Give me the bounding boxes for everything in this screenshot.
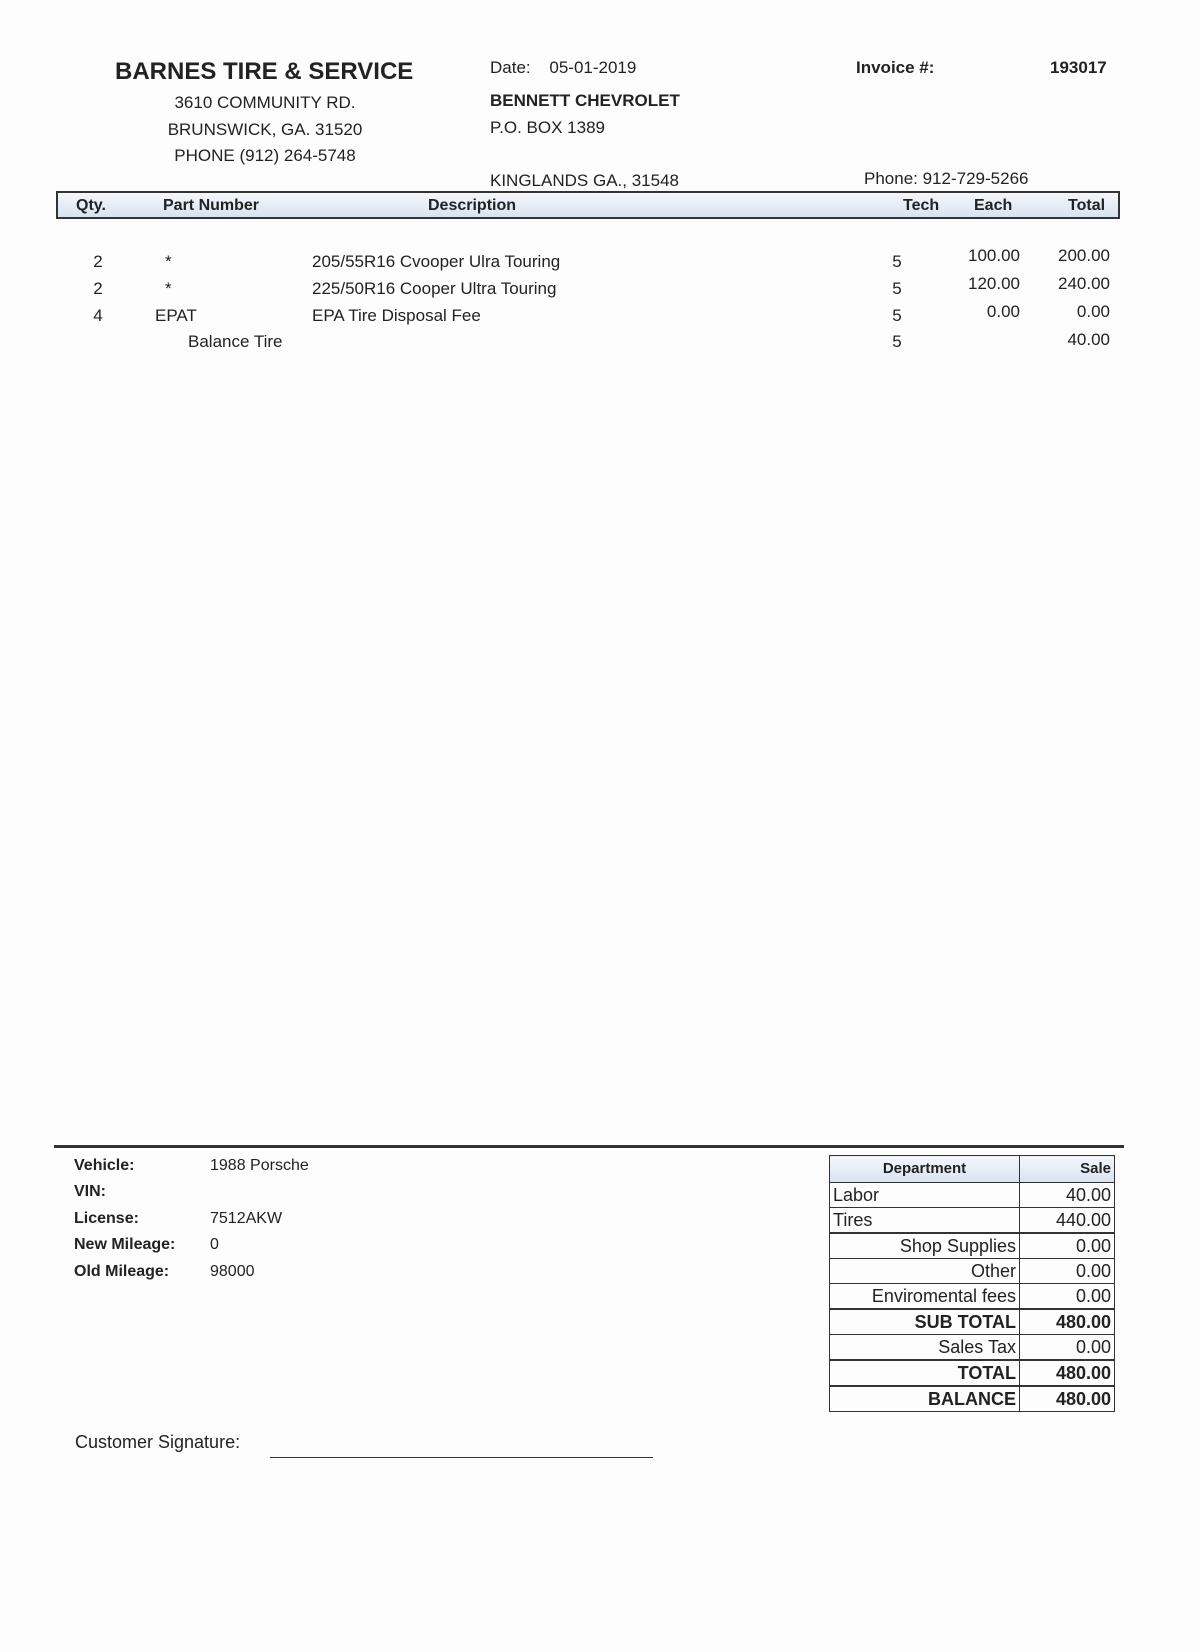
summary-value: 0.00: [1020, 1233, 1115, 1259]
item-description: 225/50R16 Cooper Ultra Touring: [312, 279, 557, 298]
item-part-number: EPAT: [155, 306, 197, 325]
summary-row-labor: [830, 1183, 1115, 1208]
item-description: EPA Tire Disposal Fee: [312, 306, 481, 325]
summary-label: Labor: [830, 1183, 1020, 1208]
summary-value: 480.00: [1020, 1309, 1115, 1335]
invoice-number-label: Invoice #:: [856, 58, 935, 77]
summary-value: 480.00: [1020, 1360, 1115, 1386]
item-each: 120.00: [968, 274, 1020, 293]
summary-row-tires: [830, 1208, 1115, 1234]
line-item-row: [0, 302, 1200, 332]
summary-label: Sales Tax: [830, 1335, 1020, 1361]
item-each: 0.00: [986, 302, 1020, 321]
item-part-number: *: [165, 279, 172, 298]
invoice-number: 193017: [1050, 58, 1107, 77]
company-phone: PHONE (912) 264-5748: [174, 146, 356, 165]
item-tech: 5: [892, 252, 902, 271]
customer-po-box: P.O. BOX 1389: [490, 118, 605, 137]
item-description: 205/55R16 Cvooper Ulra Touring: [312, 252, 561, 271]
summary-row-sales-tax: [830, 1335, 1115, 1361]
invoice-date: 05-01-2019: [549, 58, 637, 77]
summary-header-sale: Sale: [1020, 1156, 1115, 1183]
summary-row-other: [830, 1259, 1115, 1284]
line-item-row: [0, 274, 1200, 305]
customer-signature-label: Customer Signature:: [75, 1432, 241, 1452]
item-total: 200.00: [1058, 246, 1110, 265]
item-tech: 5: [892, 332, 902, 351]
item-part-number: Balance Tire: [188, 332, 283, 351]
license-label: License:: [74, 1210, 139, 1227]
company-address: 3610 COMMUNITY RD.: [174, 93, 356, 112]
summary-value: 440.00: [1020, 1208, 1115, 1234]
item-total: 40.00: [1067, 330, 1110, 349]
item-qty: 2: [93, 279, 103, 298]
customer-signature-line: [270, 1457, 653, 1458]
item-qty: 4: [93, 306, 103, 325]
summary-row-environmental-fees: [830, 1284, 1115, 1310]
invoice-date-block: [490, 58, 636, 78]
company-city-state: BRUNSWICK, GA. 31520: [167, 120, 363, 139]
item-part-number: *: [165, 252, 172, 271]
new-mileage-label: New Mileage:: [74, 1236, 176, 1253]
col-part-number: Part Number: [163, 197, 260, 214]
item-each: 100.00: [968, 246, 1020, 265]
vehicle-label: Vehicle:: [74, 1157, 135, 1174]
col-tech: Tech: [903, 197, 940, 214]
item-qty: 2: [93, 252, 103, 271]
summary-label: Other: [830, 1259, 1020, 1284]
item-tech: 5: [892, 306, 902, 325]
summary-label: Shop Supplies: [830, 1233, 1020, 1259]
customer-name: BENNETT CHEVROLET: [490, 91, 680, 110]
customer-phone: Phone: 912-729-5266: [864, 169, 1029, 188]
summary-value: 0.00: [1020, 1259, 1115, 1284]
item-total: 240.00: [1058, 274, 1110, 293]
department-summary-table: [829, 1155, 1115, 1412]
summary-label: Tires: [830, 1208, 1020, 1234]
vehicle-value: 1988 Porsche: [210, 1157, 309, 1174]
col-each: Each: [974, 197, 1013, 214]
line-items-header: [56, 191, 1120, 219]
summary-header-department: Department: [830, 1156, 1020, 1183]
old-mileage-value: 98000: [210, 1263, 255, 1280]
customer-city-state: KINGLANDS GA., 31548: [490, 171, 679, 190]
new-mileage-value: 0: [210, 1236, 219, 1253]
summary-label: BALANCE: [830, 1386, 1020, 1412]
license-value: 7512AKW: [210, 1210, 283, 1227]
summary-value: 0.00: [1020, 1335, 1115, 1361]
old-mileage-label: Old Mileage:: [74, 1263, 170, 1280]
summary-value: 40.00: [1020, 1183, 1115, 1208]
summary-label: Enviromental fees: [830, 1284, 1020, 1310]
summary-row-total: [830, 1360, 1115, 1386]
line-item-row: [0, 332, 1200, 358]
summary-value: 0.00: [1020, 1284, 1115, 1310]
invoice-date-label: Date:: [490, 58, 531, 77]
summary-row-subtotal: [830, 1309, 1115, 1335]
company-name: BARNES TIRE & SERVICE: [115, 58, 414, 85]
item-total: 0.00: [1076, 302, 1110, 321]
item-tech: 5: [892, 279, 902, 298]
summary-label: TOTAL: [830, 1360, 1020, 1386]
summary-header-row: [830, 1156, 1115, 1183]
summary-row-balance: [830, 1386, 1115, 1412]
section-divider: [54, 1145, 1124, 1148]
col-qty: Qty.: [76, 197, 106, 214]
col-total: Total: [1068, 197, 1106, 214]
col-description: Description: [428, 197, 517, 214]
line-item-row: [0, 246, 1200, 278]
summary-value: 480.00: [1020, 1386, 1115, 1412]
summary-row-shop-supplies: [830, 1233, 1115, 1259]
vin-label: VIN:: [74, 1183, 106, 1200]
summary-label: SUB TOTAL: [830, 1309, 1020, 1335]
